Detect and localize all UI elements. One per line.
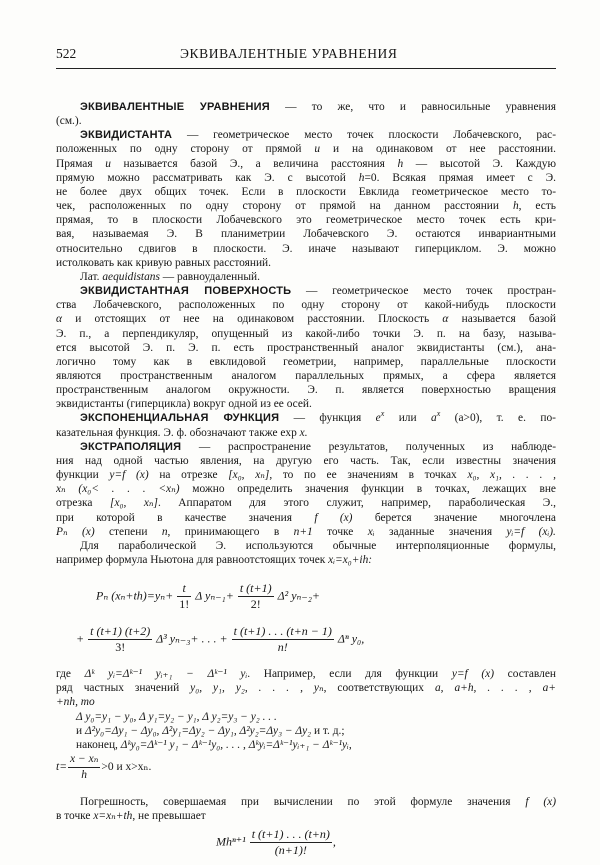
entry-term: ЭКСТРАПОЛЯЦИЯ [80,440,182,453]
text-line: при которой в качестве значения f (x) берется значение многочлена [56,511,556,524]
newton-formula-line-1: Pₙ (xₙ+th)=yₙ+ $\frac{t}{1!}$ Δ yₙ₋₁+ $\frac{t (t+1)}{2!}$ Δ² yₙ₋₂+ [96,581,321,612]
text-line: ЭКВИДИСТАНТА — геометрическое место точек плоскости Лобачевского, рас- [80,129,556,142]
text-line: Pₙ (x) степени n, принимающего в n+1 точке xᵢ заданные значения yᵢ=f (xᵢ). [56,525,556,538]
text-line: чек, расположенных по одну сторону от прямой на данном расстоянии h, есть [56,200,556,213]
fraction: $\frac{t (t+1) (t+2)}{3!}$ [90,624,151,655]
text-line: ЭКСТРАПОЛЯЦИЯ — распространение результатов, полученных из наблюде- [80,440,556,453]
text-line: прямая, то в плоскости Лобачевского это геометрическое место точек есть кри- [56,214,556,227]
text-line: вая, называемая Э. В планиметрии Лобачевского Э. остаются инвариантными [56,228,556,241]
running-head-title: ЭКВИВАЛЕНТНЫЕ УРАВНЕНИЯ [180,46,398,61]
text-line: где Δᵏ yᵢ=Δᵏ⁻¹ yᵢ₊₁ − Δᵏ⁻¹ yᵢ. Например, если для функции y=f (x) составлен [56,668,556,681]
text-line: ЭКВИДИСТАНТНАЯ ПОВЕРХНОСТЬ — геометрическое место точек простран- [80,285,556,298]
entry-term: ЭКВИДИСТАНТНАЯ ПОВЕРХНОСТЬ [80,285,292,298]
differences-line-3: наконец, Δᵏy₀=Δᵏ⁻¹ y₁ − Δᵏ⁻¹y₀, . . . , Δᵏyᵢ=Δᵏ⁻¹yᵢ₊₁ − Δᵏ⁻¹yᵢ, [76,738,352,751]
entry-term: ЭКВИДИСТАНТА [80,129,173,142]
entry-equivalent-equations [56,100,556,128]
page-number: 522 [56,46,77,61]
text-line: относительно сдвигов в плоскости. Э. иначе называют гиперциклом. Э. можно [56,242,556,255]
text-line: ства Лобачевского, расположенных по одну сторону от какой-нибудь плоскости [56,299,556,312]
text-line: казательная функция. Э. ф. обозначают также exp x. [56,426,308,439]
fraction: $\frac{t (t+1)}{2!}$ [239,581,272,612]
text-line: ния над одной частью явления, на другую его часть. Так, если известны значения [56,454,556,467]
text-line: +nh, то [56,696,95,709]
t-definition: t= $\frac{\text{x − xₙ}}{h}$ >0 и x>xₙ. [56,753,152,782]
text-line: не более двух общих точек. Если в плоскости Евклида геометрическое место то- [56,185,556,198]
latin-etymology: Лат. aequidistans — равноудаленный. [80,270,260,283]
text-line: ряд частных значений y₀, y₁, y₂, . . . , yₙ, соответствующих a, a+h, . . . , a+ [56,682,556,695]
text-line: например формула Ньютона для равноотстоящих точек xᵢ=x₀+ih: [56,554,373,566]
text-line: функции y=f (x) на отрезке [x₀, xₙ], то по ее значениям в точках x₀, x₁, . . . , [56,469,556,482]
entry-term: ЭКСПОНЕНЦИАЛЬНАЯ ФУНКЦИЯ [80,412,280,425]
text-line: Для параболической Э. используются обычные интерполяционные формулы, [80,539,556,552]
fraction: $\frac{t}{1!}$ [179,581,190,612]
differences-line-2: и Δ²y₀=Δy₁ − Δy₀, Δ²y₁=Δy₂ − Δy₁, Δ²y₂=Δy₃ − Δy₂ и т. д.; [76,724,345,737]
text-line: являются пространственным аналогом параллельных прямых, а сфера является [56,369,556,382]
fraction: $\frac{\text{x − xₙ}}{h}$ [69,753,99,782]
page-body [56,100,556,858]
text-line: ется высотой Э. п. Э. п. есть пространственный аналог эквидистанты (см.), ана- [56,341,556,354]
entry-equidistant-surface [56,284,556,411]
fraction: $\frac{t (t+1) . . . (t+n - 1)}{n!}$ [233,624,332,655]
text-line: отрезка [x₀, xₙ]. Аппаратом для этого служит, например, параболическая Э., [56,497,556,510]
text-line: прямую можно рассматривать как Э. с высотой h=0. Всякая прямая имеет с Э. [56,171,556,184]
text-line: Прямая u называется базой Э., а величина расстояния h — высотой Э. Каждую [56,157,556,170]
entry-extrapolation [56,440,556,567]
newton-formula-line-2: + $\frac{t (t+1) (t+2)}{3!}$ Δ³ yₙ₋₃+ . . . + $\frac{t (t+1) . . . (t+n - 1)}{n!}$ Δⁿ y₀, [76,624,365,655]
text-line: (см.). [56,115,82,128]
error-bound-formula: Mhⁿ⁺¹ $\frac{t (t+1) . . . (t+n)}{(n+1)!}$ , [216,827,336,858]
text-line: эквидистанты (гиперцикла) вокруг одной из ее осей. [56,398,312,411]
entry-exponential-function [56,411,556,439]
entry-equidistant [56,128,556,284]
text-line: положенных по одну сторону от прямой u и на одинаковом от нее расстоянии. [56,143,556,156]
text-line: xₙ (x₀< . . . <xₙ) можно определить значения функции в точках, лежащих вне [56,483,556,496]
text-line: истолковать как кривую равных расстояний. [56,256,271,269]
text-line: α и отстоящих от нее на одинаковом расстоянии. Плоскость α называется базой [56,313,556,326]
fraction: $\frac{t (t+1) . . . (t+n)}{(n+1)!}$ [251,827,330,858]
text-line: ЭКСПОНЕНЦИАЛЬНАЯ ФУНКЦИЯ — функция $e^x$ или $a^x$ (a>0), т. е. по- [80,411,556,425]
text-line: Погрешность, совершаемая при вычислении по этой формуле значения f (x) [80,796,556,809]
text-line: пространственным аналогом окружности. Э. п. является поверхностью вращения [56,384,556,397]
differences-line-1: Δ y₀=y₁ − y₀, Δ y₁=y₂ − y₁, Δ y₂=y₃ − y₂ . . . [76,710,277,723]
text-line: ЭКВИВАЛЕНТНЫЕ УРАВНЕНИЯ — то же, что и равносильные уравнения [80,101,556,113]
text-line: логично тому как в евклидовой геометрии, например, параллельные плоскости [56,355,556,368]
text-line: Э. п., а перпендикуляр, опущенный из какой-либо точки Э. п. на базу, называ- [56,327,556,340]
entry-term: ЭКВИВАЛЕНТНЫЕ УРАВНЕНИЯ [80,101,270,113]
header-rule [56,68,556,69]
text-line: в точке x=xₙ+th, не превышает [56,810,206,823]
